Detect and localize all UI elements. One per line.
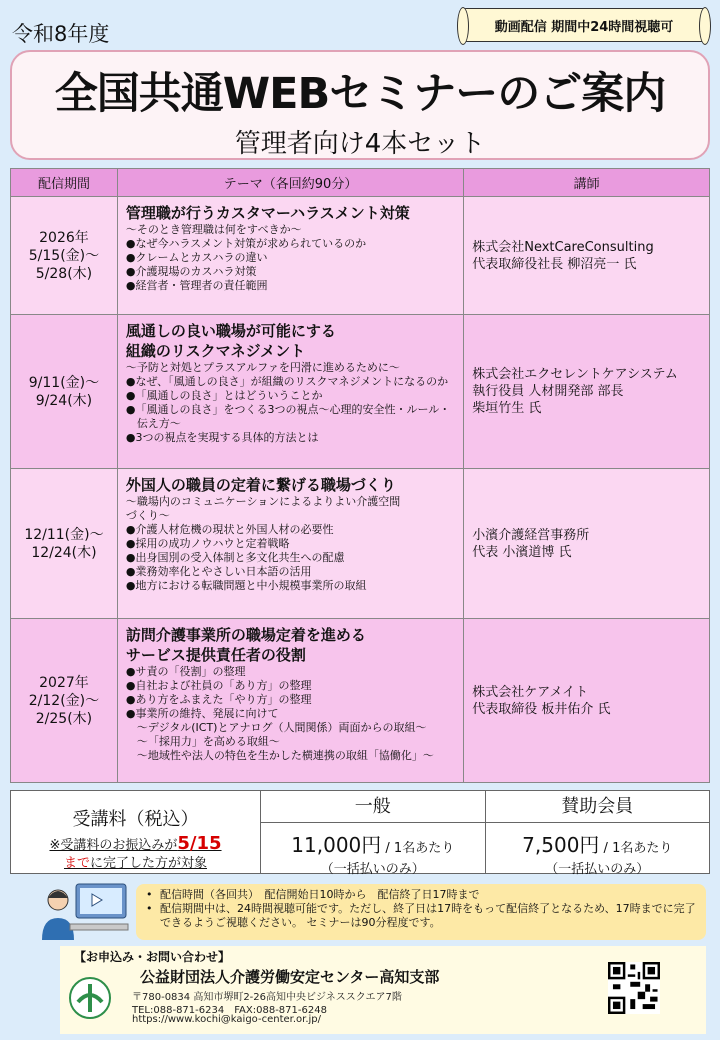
delivery-notes xyxy=(136,884,706,940)
period-line: 12/24(木) xyxy=(31,544,97,561)
organization-logo-icon xyxy=(68,976,112,1020)
theme-line: ●「風通しの良さ」をつくる3つの視点～心理的安全性・ルール・ xyxy=(125,403,451,416)
contact-heading: 【お申込み・お問い合わせ】 xyxy=(74,950,231,964)
contact-url[interactable]: https://www.kochi@kaigo-center.or.jp/ xyxy=(132,1014,322,1025)
theme-line: づくり～ xyxy=(125,509,170,522)
theme-cell xyxy=(117,197,463,315)
lecturer-line: 株式会社ケアメイト xyxy=(472,684,589,700)
theme-title: 訪問介護事業所の職場定着を進める xyxy=(125,626,366,644)
table-row xyxy=(11,619,710,783)
theme-title: 外国人の職員の定着に繋げる職場づくり xyxy=(125,476,396,494)
theme-title: 組織のリスクマネジメント xyxy=(125,342,306,360)
theme-line: ～職場内のコミュニケーションによるよりよい介護空間 xyxy=(125,495,401,508)
fee-member-head: 賛助会員 xyxy=(486,791,710,823)
fee-general-price: 11,000円 xyxy=(291,833,382,857)
theme-cell xyxy=(117,469,463,619)
lecturer-cell xyxy=(464,315,710,469)
period-cell xyxy=(11,315,118,469)
theme-line: ●クレームとカスハラの違い xyxy=(125,251,268,264)
schedule-table xyxy=(10,168,710,783)
period-cell xyxy=(11,469,118,619)
table-row xyxy=(11,315,710,469)
theme-line: ～地域性や法人の特色を生かした横連携の取組「協働化」～ xyxy=(125,749,434,762)
lecturer-cell xyxy=(464,619,710,783)
theme-title: 管理職が行うカスタマーハラスメント対策 xyxy=(125,204,410,222)
theme-line: ●なぜ、「風通しの良さ」が組織のリスクマネジメントになるのか xyxy=(125,375,449,388)
period-line: 5/15(金)～ xyxy=(28,247,100,264)
theme-line: ●介護現場のカスハラ対策 xyxy=(125,265,257,278)
note-item: • 配信時間（各回共） 配信開始日10時から 配信終了日17時まで xyxy=(146,888,480,901)
note-item: • 配信期間中は、24時間視聴可能です。ただし、終了日は17時をもって配信終了となるため、17時までに完了できるようご視聴ください。 セミナーは90分程度です。 xyxy=(146,902,696,929)
period-cell xyxy=(11,619,118,783)
theme-line: ●3つの視点を実現する具体的方法とは xyxy=(125,431,319,444)
theme-line: ～そのとき管理職は何をすべきか～ xyxy=(125,223,302,236)
fee-label: 受講料（税込） xyxy=(72,809,199,830)
lecturer-line: 小濱介護経営事務所 xyxy=(472,527,590,543)
contact-address: 〒780-0834 高知市堺町2-26高知中央ビジネススクエア7階 xyxy=(132,992,402,1003)
period-line: 2/25(木) xyxy=(35,710,93,727)
fee-deadline: 5/15 xyxy=(177,833,222,854)
theme-line: ●地方における転職問題と中小規模事業所の取組 xyxy=(125,579,367,592)
period-line: 5/28(木) xyxy=(35,265,93,282)
fee-warning xyxy=(11,835,260,873)
theme-line: ～デジタル(ICT)とアナログ（人間関係）両面からの取組～ xyxy=(125,721,427,734)
theme-line: ●あり方をふまえた「やり方」の整理 xyxy=(125,693,312,706)
period-line: 9/11(金)～ xyxy=(28,374,100,391)
fiscal-year: 令和8年度 xyxy=(12,22,110,46)
header-lecturer: 講師 xyxy=(464,169,710,197)
theme-line: ●自社および社員の「あり方」の整理 xyxy=(125,679,312,692)
theme-line: ●介護人材危機の現状と外国人材の必要性 xyxy=(125,523,334,536)
period-line: 2/12(金)～ xyxy=(28,692,100,709)
fee-member xyxy=(486,791,710,877)
header-period: 配信期間 xyxy=(11,169,118,197)
theme-title: 風通しの良い職場が可能にする xyxy=(125,322,336,340)
lecturer-line: 株式会社エクセレントケアシステム xyxy=(472,367,678,382)
fee-member-note: （一括払いのみ） xyxy=(545,862,650,877)
fee-general-head: 一般 xyxy=(261,791,485,823)
theme-line: ●なぜ今ハラスメント対策が求められているのか xyxy=(125,237,367,250)
lecturer-line: 代表取締役社長 柳沼亮一 氏 xyxy=(472,256,637,272)
fee-warning-tail: に完了した方が対象 xyxy=(90,856,208,871)
theme-cell xyxy=(117,315,463,469)
fee-label-cell xyxy=(11,791,261,873)
title-box xyxy=(10,50,710,160)
theme-line: ●業務効率化とやさしい日本語の活用 xyxy=(125,565,312,578)
streaming-badge: 動画配信 期間中24時間視聴可 xyxy=(462,8,706,42)
theme-line: ●事業所の維持、発展に向けて xyxy=(125,707,279,720)
table-row xyxy=(11,469,710,619)
period-line: 2027年 xyxy=(39,674,89,691)
fee-box xyxy=(10,790,710,877)
theme-cell xyxy=(117,619,463,783)
lecturer-line: 柴垣竹生 氏 xyxy=(472,401,542,416)
lecturer-cell xyxy=(464,197,710,315)
theme-line: ●経営者・管理者の責任範囲 xyxy=(125,279,268,292)
fee-warning-until: まで xyxy=(63,856,90,871)
period-line: 2026年 xyxy=(39,229,89,246)
fee-general-note: （一括払いのみ） xyxy=(320,862,425,877)
theme-line: ～予防と対処とプラスアルファを円滑に進めるために～ xyxy=(125,361,400,374)
period-line: 12/11(金)～ xyxy=(24,526,104,543)
qr-code-icon[interactable] xyxy=(608,962,660,1014)
page-title: 全国共通WEBセミナーのご案内 xyxy=(54,69,666,119)
contact-box xyxy=(60,946,706,1034)
theme-line: ～「採用力」を高める取組～ xyxy=(125,735,280,748)
theme-line: 伝え方～ xyxy=(125,417,181,430)
fee-member-unit: / 1名あたり xyxy=(599,841,673,856)
theme-line: ●サ責の「役割」の整理 xyxy=(125,665,246,678)
contact-phone: TEL:088-871-6234 FAX:088-871-6248 xyxy=(132,1005,327,1016)
theme-line: ●出身国別の受入体制と多文化共生への配慮 xyxy=(125,551,345,564)
lecturer-line: 執行役員 人材開発部 部長 xyxy=(472,384,624,399)
fee-general-unit: / 1名あたり xyxy=(381,841,455,856)
person-at-computer-illustration xyxy=(40,880,130,940)
header-theme: テーマ（各回約90分） xyxy=(117,169,463,197)
period-cell xyxy=(11,197,118,315)
table-row xyxy=(11,197,710,315)
fee-member-price: 7,500円 xyxy=(522,833,600,857)
theme-line: ●「風通しの良さ」とはどういうことか xyxy=(125,389,323,402)
lecturer-cell xyxy=(464,469,710,619)
fee-general xyxy=(261,791,486,877)
lecturer-line: 代表 小濱道博 氏 xyxy=(472,544,572,560)
fee-warning-text: ※受講料のお振込みが xyxy=(49,838,178,853)
theme-line: ●採用の成功ノウハウと定着戦略 xyxy=(125,537,290,550)
lecturer-line: 株式会社NextCareConsulting xyxy=(472,239,654,255)
lecturer-line: 代表取締役 板井佑介 氏 xyxy=(472,701,611,717)
contact-organization: 公益財団法人介護労働安定センター高知支部 xyxy=(140,968,440,986)
theme-title: サービス提供責任者の役割 xyxy=(125,646,306,664)
period-line: 9/24(木) xyxy=(35,392,93,409)
page-subtitle: 管理者向け4本セット xyxy=(234,129,486,159)
